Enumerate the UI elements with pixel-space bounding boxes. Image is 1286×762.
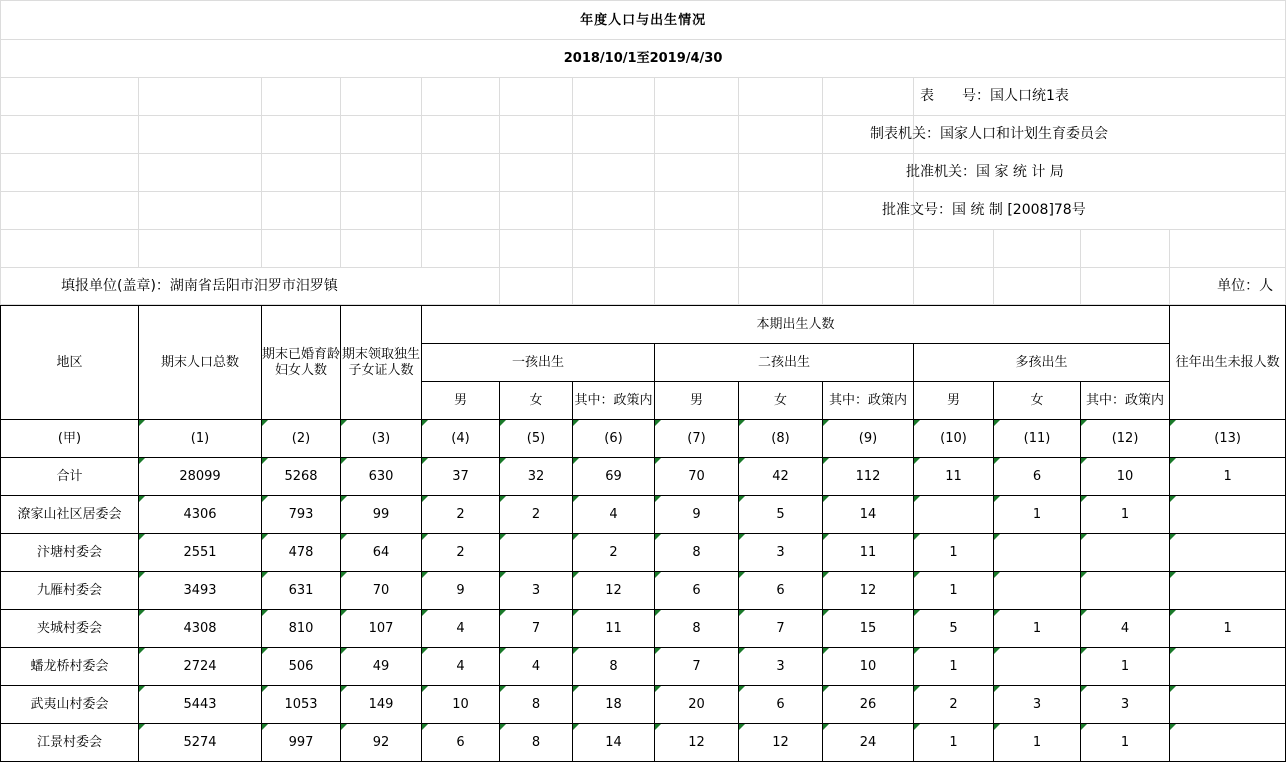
value-cell: 4 — [422, 610, 500, 648]
value-cell: 5443 — [139, 686, 262, 724]
value-cell: 5268 — [262, 458, 341, 496]
column-code: (8) — [739, 420, 823, 458]
header-second-female: 女 — [739, 382, 823, 420]
value-cell: 10 — [1081, 458, 1170, 496]
approval-document-number: 批准文号：国 统 制 [2008]78号 — [914, 192, 1286, 230]
value-cell: 8 — [500, 686, 573, 724]
column-code: (13) — [1170, 420, 1286, 458]
value-cell: 2 — [422, 496, 500, 534]
header-first-male: 男 — [422, 382, 500, 420]
column-code: (7) — [655, 420, 739, 458]
value-cell — [914, 496, 994, 534]
value-cell: 12 — [573, 572, 655, 610]
value-cell: 42 — [739, 458, 823, 496]
total-row — [1, 458, 1286, 496]
header-unreported-births: 往年出生未报人数 — [1170, 306, 1286, 420]
value-cell: 3 — [739, 534, 823, 572]
value-cell: 9 — [422, 572, 500, 610]
value-cell: 49 — [341, 648, 422, 686]
value-cell: 2 — [500, 496, 573, 534]
column-code: (2) — [262, 420, 341, 458]
table-row — [1, 572, 1286, 610]
value-cell: 630 — [341, 458, 422, 496]
value-cell: 28099 — [139, 458, 262, 496]
value-cell: 5 — [739, 496, 823, 534]
value-cell: 3 — [500, 572, 573, 610]
value-cell: 1 — [914, 534, 994, 572]
value-cell: 20 — [655, 686, 739, 724]
column-code: (6) — [573, 420, 655, 458]
value-cell: 6 — [739, 686, 823, 724]
header-total-population: 期末人口总数 — [139, 306, 262, 420]
value-cell: 18 — [573, 686, 655, 724]
data-rows — [1, 458, 1286, 762]
value-cell: 32 — [500, 458, 573, 496]
value-cell: 10 — [422, 686, 500, 724]
column-code: (3) — [341, 420, 422, 458]
value-cell — [1170, 572, 1286, 610]
region-name-cell: 九雁村委会 — [1, 572, 139, 610]
reporting-unit: 填报单位(盖章)：湖南省岳阳市汨罗市汨罗镇 — [1, 268, 500, 305]
value-cell: 11 — [914, 458, 994, 496]
value-cell: 478 — [262, 534, 341, 572]
value-cell: 1053 — [262, 686, 341, 724]
column-code: (10) — [914, 420, 994, 458]
header-region: 地区 — [1, 306, 139, 420]
value-cell: 7 — [500, 610, 573, 648]
value-cell: 107 — [341, 610, 422, 648]
region-name-cell: 潦家山社区居委会 — [1, 496, 139, 534]
value-cell: 15 — [823, 610, 914, 648]
value-cell: 24 — [823, 724, 914, 762]
report-title: 年度人口与出生情况 — [1, 1, 1286, 40]
value-cell: 2724 — [139, 648, 262, 686]
header-first-female: 女 — [500, 382, 573, 420]
value-cell: 5 — [914, 610, 994, 648]
region-name-cell: 夹城村委会 — [1, 610, 139, 648]
header-married-women: 期末已婚育龄妇女人数 — [262, 306, 341, 420]
value-cell: 4 — [422, 648, 500, 686]
value-cell — [1170, 496, 1286, 534]
value-cell: 1 — [1170, 610, 1286, 648]
approving-authority: 批准机关：国 家 统 计 局 — [914, 154, 1286, 192]
header-births-this-period: 本期出生人数 — [422, 306, 1170, 344]
value-cell: 793 — [262, 496, 341, 534]
header-second-child: 二孩出生 — [655, 344, 914, 382]
value-cell: 37 — [422, 458, 500, 496]
value-cell: 26 — [823, 686, 914, 724]
column-code: (4) — [422, 420, 500, 458]
value-cell: 149 — [341, 686, 422, 724]
value-cell: 631 — [262, 572, 341, 610]
birth-statistics-table — [0, 305, 1286, 762]
region-name-cell: 汴塘村委会 — [1, 534, 139, 572]
value-cell — [1170, 724, 1286, 762]
value-cell: 3493 — [139, 572, 262, 610]
form-number: 表 号：国人口统1表 — [914, 78, 1286, 116]
unit-label: 单位：人 — [1170, 268, 1286, 305]
value-cell: 2 — [914, 686, 994, 724]
value-cell — [1081, 534, 1170, 572]
value-cell — [1170, 534, 1286, 572]
header-multi-policy: 其中：政策内 — [1081, 382, 1170, 420]
value-cell: 810 — [262, 610, 341, 648]
table-row — [1, 610, 1286, 648]
value-cell: 14 — [823, 496, 914, 534]
value-cell: 10 — [823, 648, 914, 686]
value-cell: 6 — [422, 724, 500, 762]
value-cell: 6 — [739, 572, 823, 610]
header-first-policy: 其中：政策内 — [573, 382, 655, 420]
value-cell: 6 — [994, 458, 1081, 496]
region-name-cell: 合计 — [1, 458, 139, 496]
value-cell: 3 — [1081, 686, 1170, 724]
value-cell — [1081, 572, 1170, 610]
value-cell: 1 — [994, 496, 1081, 534]
table-row — [1, 496, 1286, 534]
report-header-area — [0, 0, 1286, 305]
column-code: (9) — [823, 420, 914, 458]
value-cell: 4 — [573, 496, 655, 534]
region-name-cell: 江景村委会 — [1, 724, 139, 762]
value-cell: 12 — [655, 724, 739, 762]
value-cell: 6 — [655, 572, 739, 610]
value-cell: 3 — [739, 648, 823, 686]
value-cell: 4308 — [139, 610, 262, 648]
value-cell: 1 — [914, 572, 994, 610]
value-cell: 2 — [573, 534, 655, 572]
value-cell: 4 — [1081, 610, 1170, 648]
column-code: (5) — [500, 420, 573, 458]
header-multi-male: 男 — [914, 382, 994, 420]
value-cell: 70 — [341, 572, 422, 610]
value-cell: 8 — [655, 610, 739, 648]
value-cell: 2551 — [139, 534, 262, 572]
table-row — [1, 648, 1286, 686]
value-cell: 64 — [341, 534, 422, 572]
value-cell: 1 — [1170, 458, 1286, 496]
table-row — [1, 724, 1286, 762]
value-cell: 3 — [994, 686, 1081, 724]
header-multi-female: 女 — [994, 382, 1081, 420]
header-second-male: 男 — [655, 382, 739, 420]
value-cell: 92 — [341, 724, 422, 762]
value-cell: 8 — [655, 534, 739, 572]
header-second-policy: 其中：政策内 — [823, 382, 914, 420]
value-cell: 1 — [1081, 648, 1170, 686]
value-cell: 112 — [823, 458, 914, 496]
value-cell — [500, 534, 573, 572]
value-cell: 12 — [739, 724, 823, 762]
value-cell: 69 — [573, 458, 655, 496]
table-row — [1, 686, 1286, 724]
region-name-cell: 蟠龙桥村委会 — [1, 648, 139, 686]
header-multi-child: 多孩出生 — [914, 344, 1170, 382]
value-cell: 8 — [500, 724, 573, 762]
value-cell: 7 — [655, 648, 739, 686]
value-cell: 506 — [262, 648, 341, 686]
value-cell — [994, 534, 1081, 572]
value-cell: 1 — [914, 648, 994, 686]
value-cell: 11 — [573, 610, 655, 648]
value-cell: 7 — [739, 610, 823, 648]
column-code: (甲) — [1, 420, 139, 458]
column-code: (1) — [139, 420, 262, 458]
value-cell: 4 — [500, 648, 573, 686]
report-period: 2018/10/1至2019/4/30 — [1, 40, 1286, 78]
value-cell: 1 — [1081, 496, 1170, 534]
issuing-authority: 制表机关：国家人口和计划生育委员会 — [914, 116, 1286, 154]
value-cell: 1 — [1081, 724, 1170, 762]
header-first-child: 一孩出生 — [422, 344, 655, 382]
header-only-child-certificates: 期末领取独生子女证人数 — [341, 306, 422, 420]
value-cell: 9 — [655, 496, 739, 534]
value-cell: 70 — [655, 458, 739, 496]
value-cell: 14 — [573, 724, 655, 762]
column-code-row — [1, 420, 1286, 458]
value-cell: 997 — [262, 724, 341, 762]
value-cell: 1 — [994, 724, 1081, 762]
value-cell: 1 — [994, 610, 1081, 648]
value-cell: 11 — [823, 534, 914, 572]
value-cell: 2 — [422, 534, 500, 572]
value-cell: 4306 — [139, 496, 262, 534]
value-cell: 12 — [823, 572, 914, 610]
region-name-cell: 武夷山村委会 — [1, 686, 139, 724]
value-cell: 8 — [573, 648, 655, 686]
value-cell: 99 — [341, 496, 422, 534]
table-row — [1, 534, 1286, 572]
value-cell — [1170, 686, 1286, 724]
value-cell — [994, 572, 1081, 610]
column-code: (11) — [994, 420, 1081, 458]
column-code: (12) — [1081, 420, 1170, 458]
value-cell — [1170, 648, 1286, 686]
value-cell: 5274 — [139, 724, 262, 762]
value-cell: 1 — [914, 724, 994, 762]
value-cell — [994, 648, 1081, 686]
